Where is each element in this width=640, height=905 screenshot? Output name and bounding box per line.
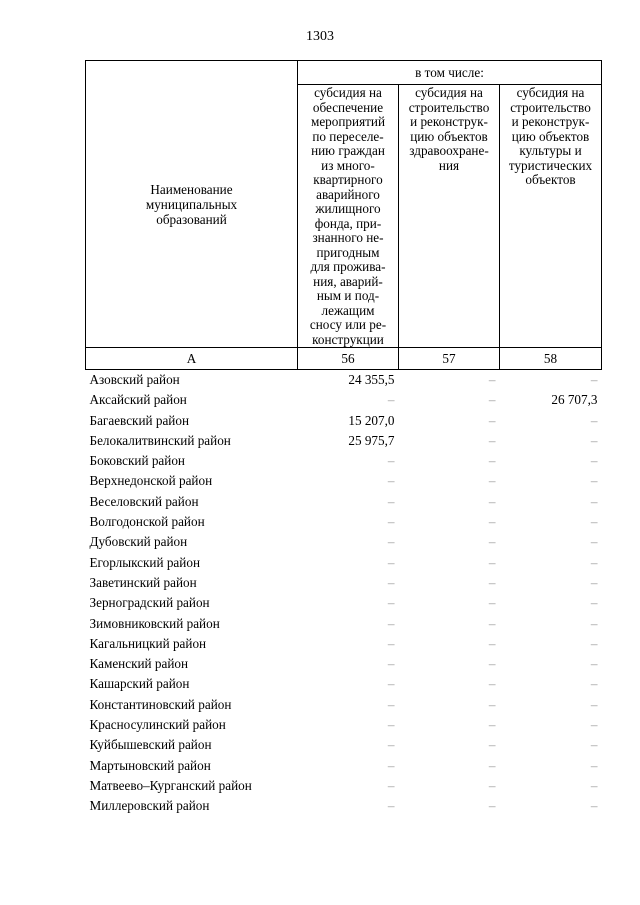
value-cell-57: – (488, 554, 496, 570)
header-col-57 (399, 85, 500, 348)
value-cell-56: 15 207,0 (348, 412, 395, 428)
value-cell-58: – (590, 777, 598, 793)
value-cell-57: – (488, 432, 496, 448)
table-row (86, 492, 602, 512)
table-row (86, 735, 602, 755)
table-row (86, 370, 602, 391)
header-col-58 (500, 85, 602, 348)
municipality-name-cell: Кашарский район (89, 676, 190, 692)
value-cell-58: – (590, 554, 598, 570)
value-cell-56: – (387, 392, 395, 408)
value-cell-56: – (387, 514, 395, 530)
header-col-57-label: субсидия на строительство и реконструк- цию объектов здравоохране- ния (408, 85, 490, 173)
header-municipality-label: Наименование муниципальных образований (145, 181, 238, 227)
table-row (86, 573, 602, 593)
municipality-name-cell: Волгодонской район (89, 514, 205, 530)
value-cell-57: – (488, 798, 496, 814)
table-row (86, 512, 602, 532)
value-cell-57: – (488, 453, 496, 469)
table-row (86, 796, 602, 816)
municipality-name-cell: Багаевский район (89, 412, 190, 428)
value-cell-58: – (590, 676, 598, 692)
municipality-name-cell: Заветинский район (89, 574, 197, 590)
value-cell-57: – (488, 777, 496, 793)
value-cell-58: – (590, 493, 598, 509)
value-cell-57: – (488, 737, 496, 753)
municipality-name-cell: Дубовский район (89, 534, 188, 550)
value-cell-56: – (387, 453, 395, 469)
subsidy-table (85, 60, 602, 817)
municipality-name-cell: Зимовниковский район (89, 615, 220, 631)
value-cell-58: – (590, 717, 598, 733)
value-cell-58: 26 707,3 (551, 392, 598, 408)
municipality-name-cell: Мартыновский район (89, 757, 211, 773)
value-cell-58: – (590, 656, 598, 672)
table-row (86, 532, 602, 552)
value-cell-56: – (387, 656, 395, 672)
municipality-name-cell: Белокалитвинский район (89, 432, 231, 448)
value-cell-56: – (387, 554, 395, 570)
value-cell-56: – (387, 757, 395, 773)
table-row (86, 715, 602, 735)
value-cell-58: – (590, 432, 598, 448)
municipality-name-cell: Матвеево–Курганский район (89, 777, 252, 793)
column-index-a: А (86, 348, 298, 370)
value-cell-56: – (387, 595, 395, 611)
table-row (86, 593, 602, 613)
value-cell-57: – (488, 392, 496, 408)
municipality-name-cell: Зерноградский район (89, 595, 210, 611)
value-cell-58: – (590, 798, 598, 814)
value-cell-58: – (590, 412, 598, 428)
header-col-56 (298, 85, 399, 348)
table-row (86, 654, 602, 674)
value-cell-56: – (387, 777, 395, 793)
value-cell-56: – (387, 798, 395, 814)
table-row (86, 695, 602, 715)
value-cell-56: – (387, 534, 395, 550)
table-row (86, 756, 602, 776)
value-cell-56: 25 975,7 (348, 432, 395, 448)
municipality-name-cell: Веселовский район (89, 493, 199, 509)
value-cell-56: – (387, 676, 395, 692)
value-cell-58: – (590, 534, 598, 550)
municipality-name-cell: Азовский район (89, 372, 180, 387)
municipality-name-cell: Миллеровский район (89, 798, 210, 814)
municipality-name-cell: Красносулинский район (89, 717, 226, 733)
value-cell-57: – (488, 676, 496, 692)
value-cell-56: – (387, 717, 395, 733)
value-cell-56: 24 355,5 (348, 372, 395, 387)
value-cell-56: – (387, 615, 395, 631)
value-cell-58: – (590, 574, 598, 590)
table-row (86, 634, 602, 654)
municipality-name-cell: Кагальницкий район (89, 635, 207, 651)
municipality-name-cell: Константиновский район (89, 696, 232, 712)
column-index-56: 56 (298, 348, 399, 370)
table-row (86, 674, 602, 694)
municipality-name-cell: Каменский район (89, 656, 189, 672)
value-cell-58: – (590, 737, 598, 753)
value-cell-56: – (387, 696, 395, 712)
table-header (86, 61, 602, 370)
column-index-row (86, 348, 602, 370)
value-cell-57: – (488, 595, 496, 611)
value-cell-56: – (387, 493, 395, 509)
value-cell-58: – (590, 453, 598, 469)
table-body (86, 370, 602, 817)
header-col-56-label: субсидия на обеспечение мероприятий по переселе- нию граждан из много- квартирного аварийного жилищного фонда, при- знанного не- пригодным для прожива- ния, аварий- ным и под- лежащим сносу или ре- конструкции (309, 85, 387, 347)
value-cell-57: – (488, 493, 496, 509)
municipality-name-cell: Боковский район (89, 453, 185, 469)
value-cell-57: – (488, 412, 496, 428)
value-cell-58: – (590, 595, 598, 611)
table-row (86, 776, 602, 796)
table-row (86, 553, 602, 573)
municipality-name-cell: Егорлыкский район (89, 554, 200, 570)
value-cell-58: – (590, 514, 598, 530)
header-including (298, 61, 602, 85)
value-cell-57: – (488, 757, 496, 773)
value-cell-57: – (488, 514, 496, 530)
value-cell-57: – (488, 615, 496, 631)
table-row (86, 411, 602, 431)
value-cell-56: – (387, 737, 395, 753)
column-index-58: 58 (500, 348, 602, 370)
value-cell-57: – (488, 534, 496, 550)
municipality-name-cell: Куйбышевский район (89, 737, 212, 753)
value-cell-57: – (488, 372, 496, 387)
value-cell-56: – (387, 473, 395, 489)
value-cell-57: – (488, 717, 496, 733)
table-row (86, 451, 602, 471)
value-cell-58: – (590, 615, 598, 631)
header-col-58-label: субсидия на строительство и реконструк- цию объектов культуры и туристических объектов (508, 85, 593, 187)
value-cell-56: – (387, 635, 395, 651)
value-cell-57: – (488, 473, 496, 489)
table-row (86, 431, 602, 451)
value-cell-56: – (387, 574, 395, 590)
value-cell-57: – (488, 635, 496, 651)
page-number: 1303 (306, 29, 334, 44)
value-cell-57: – (488, 696, 496, 712)
value-cell-58: – (590, 635, 598, 651)
municipality-name-cell: Верхнедонской район (89, 473, 213, 489)
value-cell-58: – (590, 473, 598, 489)
header-municipality-name (86, 61, 298, 348)
municipality-name-cell: Аксайский район (89, 392, 187, 408)
value-cell-57: – (488, 574, 496, 590)
value-cell-57: – (488, 656, 496, 672)
header-including-label: в том числе: (415, 64, 484, 80)
column-index-57: 57 (399, 348, 500, 370)
table-row (86, 390, 602, 410)
table-row (86, 614, 602, 634)
value-cell-58: – (590, 757, 598, 773)
value-cell-58: – (590, 372, 598, 387)
table-row (86, 471, 602, 491)
value-cell-58: – (590, 696, 598, 712)
